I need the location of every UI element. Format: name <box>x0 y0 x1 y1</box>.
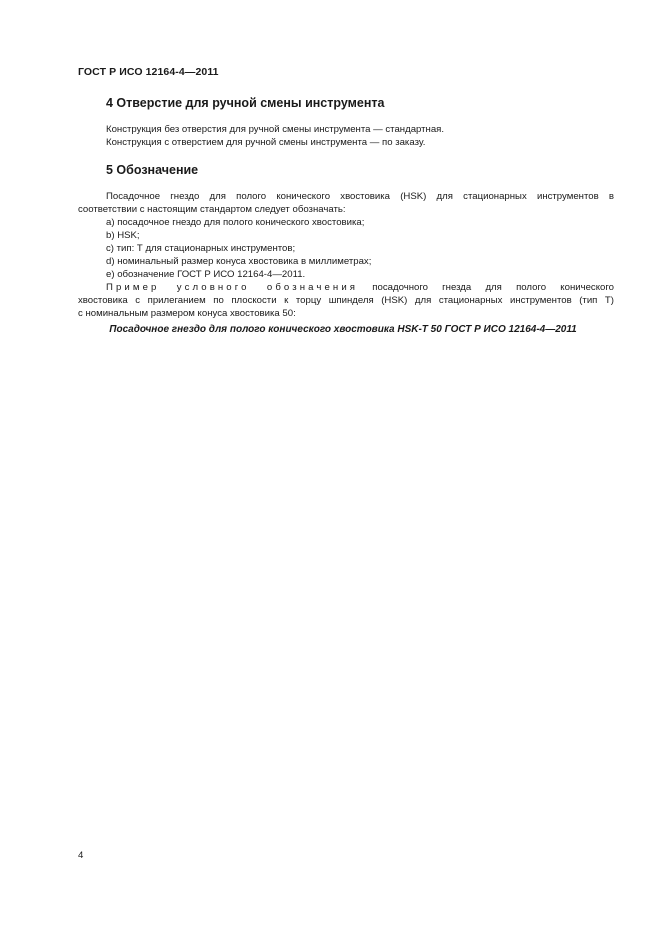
section-4-line-1: Конструкция без отверстия для ручной смены инструмента — стандартная. <box>106 124 445 135</box>
example-line-1-rest: посадочного гнезда для полого конического <box>358 282 614 293</box>
section-4-line-2: Конструкция с отверстием для ручной смены инструмента — по заказу. <box>106 137 426 148</box>
section-5-intro-line-1 <box>106 191 614 203</box>
designation-item-c: c) тип: Т для стационарных инструментов; <box>106 243 296 254</box>
example-line-1 <box>106 282 614 294</box>
example-line-1-text <box>106 282 614 294</box>
designation-item-d: d) номинальный размер конуса хвостовика в миллиметрах; <box>106 256 372 267</box>
section-5-intro-line-2: соответствии с настоящим стандартом следует обозначать: <box>78 204 346 215</box>
section-5-heading: 5 Обозначение <box>106 163 199 177</box>
example-label: Пример условного обозначения <box>106 282 359 293</box>
section-4-heading: 4 Отверстие для ручной смены инструмента <box>106 96 385 110</box>
designation-item-b: b) HSK; <box>106 230 140 241</box>
example-line-3: с номинальным размером конуса хвостовика 50: <box>78 308 296 319</box>
designation-item-e: e) обозначение ГОСТ Р ИСО 12164-4—2011. <box>106 269 306 280</box>
example-line-2 <box>78 295 614 307</box>
section-5-intro-line-1-text: Посадочное гнездо для полого конического хвостовика (HSK) для стационарных инструментов в <box>106 191 614 202</box>
example-designation: Посадочное гнездо для полого конического хвостовика HSK-T 50 ГОСТ Р ИСО 12164-4—2011 <box>109 324 577 335</box>
document-code-header: ГОСТ Р ИСО 12164-4—2011 <box>78 66 219 78</box>
designation-item-a: a) посадочное гнездо для полого конического хвостовика; <box>106 217 365 228</box>
page-number: 4 <box>78 850 84 861</box>
example-line-2-text: хвостовика с прилеганием по плоскости к торцу шпинделя (HSK) для стационарных инструментов (тип Т) <box>78 295 614 306</box>
